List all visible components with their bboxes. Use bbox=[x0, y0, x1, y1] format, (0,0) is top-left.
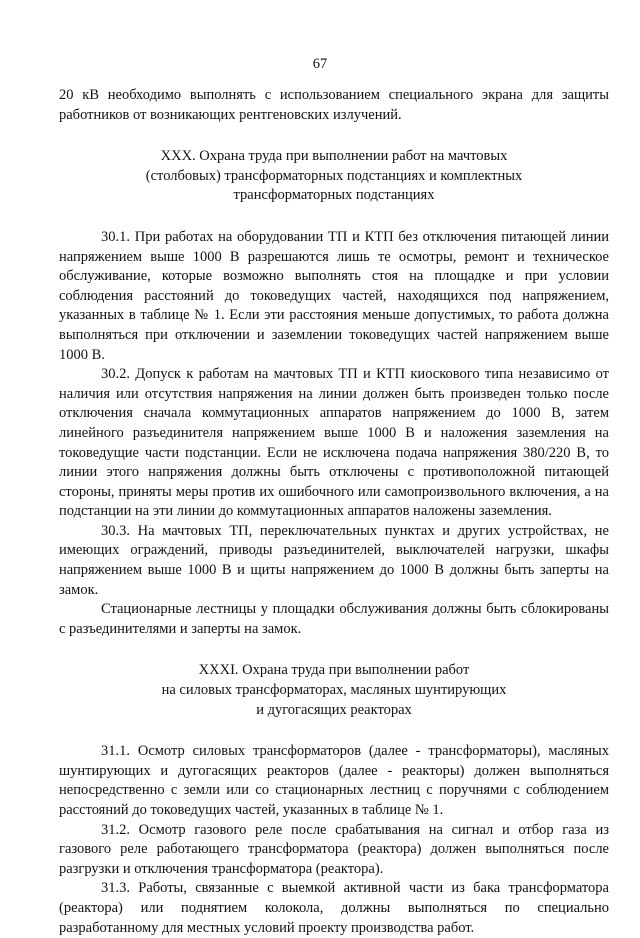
document-body bbox=[59, 86, 609, 938]
heading-line: (столбовых) трансформаторных подстанциях и комплектных bbox=[145, 167, 523, 184]
heading-line: и дугогасящих реакторах bbox=[256, 701, 412, 718]
paragraph-30-1: 30.1. При работах на оборудовании ТП и КТП без отключения питающей линии напряжением выше 1000 В разрешаются лишь те осмотры, ремонт и техническое обслуживание, которые возможно выполнять стоя на площадке и при условии соблюдения расстояний до токоведущих частей, находящихся под напряжением, указанных в таблице № 1. Если эти расстояния меньше допустимых, то работа должна выполняться при отключении и заземлении токоведущих частей напряжением выше 1000 В. bbox=[59, 228, 609, 363]
heading-line: на силовых трансформаторах, масляных шунтирующих bbox=[161, 682, 507, 699]
paragraph-31-1: 31.1. Осмотр силовых трансформаторов (далее - трансформаторы), масляных шунтирующих и дугогасящих реакторов (далее - реакторы) должен выполняться непосредственно с земли или со стационарных лестниц с поручнями с соблюдением расстояний до токоведущих частей, указанных в таблице № 1. bbox=[59, 743, 609, 818]
paragraph-ladders: Стационарные лестницы у площадки обслуживания должны быть сблокированы с разъединителями и заперты на замок. bbox=[59, 601, 609, 637]
heading-line: XXX. Охрана труда при выполнении работ на мачтовых bbox=[160, 148, 508, 165]
section-31-heading bbox=[59, 661, 609, 720]
paragraph-30-3: 30.3. На мачтовых ТП, переключательных пунктах и других устройствах, не имеющих ограждений, приводы разъединителей, выключателей нагрузки, шкафы напряжением выше 1000 В и щиты напряжением до 1000 В должны быть заперты на замок. bbox=[59, 522, 609, 598]
paragraph-31-3: 31.3. Работы, связанные с выемкой активной части из бака трансформатора (реактора) или поднятием колокола, должны выполняться по специально разработанному для местных условий проекту производства работ. bbox=[59, 880, 609, 936]
heading-line: трансформаторных подстанциях bbox=[233, 187, 435, 204]
page-number: 67 bbox=[312, 56, 328, 72]
section-30-heading bbox=[59, 147, 609, 206]
heading-line: XXXI. Охрана труда при выполнении работ bbox=[198, 662, 470, 679]
intro-paragraph: 20 кВ необходимо выполнять с использованием специального экрана для защиты работников от возникающих рентгеновских излучений. bbox=[59, 87, 609, 123]
paragraph-31-2: 31.2. Осмотр газового реле после срабатывания на сигнал и отбор газа из газового реле работающего трансформатора (реактора) должен выполняться после разгрузки и отключения трансформатора (реактора). bbox=[59, 821, 609, 877]
paragraph-30-2: 30.2. Допуск к работам на мачтовых ТП и КТП киоскового типа независимо от наличия или отсутствия напряжения на линии должен быть произведен только после отключения сначала коммутационных аппаратов напряжением до 1000 В, затем линейного разъединителя напряжением выше 1000 В и наложения заземления на токоведущие части подстанции. Если не исключена подача напряжения 380/220 В, то линии этого напряжения должны быть отключены с противоположной питающей стороны, приняты меры против их ошибочного или самопроизвольного включения, а на подстанции на эти линии до коммутационных аппаратов наложены заземления. bbox=[59, 366, 609, 520]
